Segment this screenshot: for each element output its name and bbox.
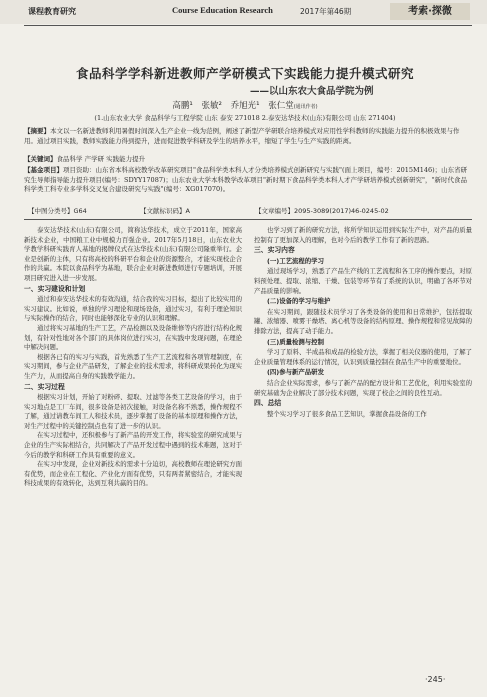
section-heading: 四、总结 <box>254 399 282 408</box>
meta-rule <box>24 219 472 220</box>
funding-text: 项目资助：山东省本科高校教学改革研究项目"食品科学类本科人才分类培养模式创新研究与实践"(面上项目，编号：2015M146)；山东省研究生导师指导能力提升项目(编号：SDYY17087)；山东农业大学本科教学改革项目"新时期下食品科学类本科人才产学研培养模式创新研究"，"新时代食品科学类工科专业多学科交叉复合建设研究与实践"(编号：XG017070)。 <box>24 166 468 193</box>
abstract-label: 【摘要】 <box>24 127 50 135</box>
paragraph: 根据实习计划，开始了对粉碎、提取、过滤等各类工艺设备的学习，由于实习地点是工厂车间，很多设备是初次接触，对设备名称不熟悉，操作规程不了解，通过请教车间工人和技术员，逐步掌握了设备的基本原理和操作方法，对生产过程中的关键控制点也有了进一步的认识。 <box>24 393 242 430</box>
paragraph: 在实习中发现，企业对新技术的需求十分迫切，高校教师在理论研究方面有优势，而企业在工程化、产业化方面有优势，只有两者紧密结合，才能实现科技成果的有效转化，达到互利共赢的目的。 <box>24 460 242 488</box>
section-label: 考索·探微 <box>408 6 452 17</box>
article-title: 食品科学学科新进教师产学研模式下实践能力提升模式研究 <box>75 66 414 81</box>
article-number: 【文章编号】2095-3089(2017)46-0245-02 <box>255 207 389 215</box>
keywords <box>24 155 470 165</box>
paragraph: 也学习到了新的研究方法，将所学知识运用到实际生产中，对产品的质量控制有了更加深入的理解，也对今后的教学工作有了新的思路。 <box>254 226 472 244</box>
clc-number: 【中图分类号】G64 <box>28 207 87 215</box>
journal-name-cn: 课程教育研究 <box>28 7 76 16</box>
paragraph: 通过将实习基地的生产工艺，产品检测以及设备维修等内容进行结构化规划，有针对性地对各个部门的具体岗位进行实习，在实践中发现问题，在理论中解决问题。 <box>24 323 242 352</box>
paragraph: 在实习过程中，还积极参与了新产品的开发工作，将实验室的研究成果与企业的生产实际相结合，共同解决了产品开发过程中遇到的技术难题，这对于今后的教学和科研工作具有重要的意义。 <box>24 431 242 459</box>
authors <box>20 99 470 111</box>
author-names: 高鹏¹ 张敏² 乔旭光¹ 张仁堂 <box>172 101 294 111</box>
section-heading: (四)参与新产品研发 <box>267 368 324 377</box>
section-heading: (一)工艺流程的学习 <box>267 256 324 265</box>
paragraph: 在实习期间，跟随技术员学习了各类设备的使用和日常维护，包括提取罐、浓缩器、喷雾干燥塔、离心机等设备的结构原理、操作规程和常见故障的排除方法，提高了动手能力。 <box>254 307 472 335</box>
funding <box>24 166 470 195</box>
affiliation: (1.山东农业大学 食品科学与工程学院 山东 泰安 271018 2.泰安达华技术(山东)有限公司 山东 271404) <box>94 114 396 122</box>
section-heading: 三、实习内容 <box>254 246 295 255</box>
paragraph: 结合企业实际需求，参与了新产品的配方设计和工艺优化，利用实验室的研究基础为企业解决了部分技术问题，实现了校企之间的良性互动。 <box>254 378 472 397</box>
left-column <box>24 226 242 489</box>
issue-label: 2017年第46期 <box>300 7 352 16</box>
section-heading: 二、实习过程 <box>24 382 65 391</box>
abstract <box>24 127 470 146</box>
journal-name-en: Course Education Research <box>172 5 273 15</box>
keywords-text: 食品科学 产学研 实践能力提升 <box>56 155 146 163</box>
keywords-label: 【关键词】 <box>24 155 57 163</box>
paragraph: 学习了原料、半成品和成品的检验方法，掌握了相关仪器的使用，了解了企业质量管理体系的运行情况，认识到质量控制在食品生产中的重要地位。 <box>254 348 472 366</box>
header-rule <box>24 25 472 26</box>
document-code: 【文献标识码】A <box>140 207 190 215</box>
section-heading: (二)设备的学习与维护 <box>267 297 331 306</box>
abstract-text: 本文以一名新进教师利用暑假时间深入生产企业一线为范例，阐述了新型产学研联合培养模式对应用性学科教师的实践能力提升的积极效果与作用。通过项目实践，教师实践能力得到提升，进而促进教学科研及学生的培养水平，缩短了学生与生产实践的距离。 <box>24 127 460 145</box>
page-header <box>0 0 487 24</box>
author-note: (通讯作者) <box>293 104 318 110</box>
paragraph: 泰安达华技术(山东)有限公司，简称达华技术，成立于2011年，国家高新技术企业，中国粮工业中规模力百强企业。2017年5月18日，山东农业大学教学科研实践育人基地的揭牌仪式在达华技术(山东)有限公司隆重举行。企业是创新的主体，只有将高校的科研平台和企业的资源整合，才能实现校企合作的共赢。本院以食品科学为基地，联合企业对新进教师进行专题培训，开展项目研究进入进一步发展。 <box>24 226 242 282</box>
paragraph: 通过和泰安达华技术的有效沟通，结合我的实习目标，提出了比较实用的实习建议。比如说，单独的学习理论和现场设备，通过实习，有利于理论知识与实际操作的结合，同时也能够深化专业的认识和理解。 <box>24 295 242 323</box>
section-heading: (三)质量检测与控制 <box>267 337 324 346</box>
funding-label: 【基金项目】 <box>24 166 63 174</box>
paragraph: 整个实习学习了很多食品工艺知识，掌握食品设备的工作 <box>267 409 427 418</box>
paragraph: 根据各已有的实习与实践，首先熟悉了生产工艺流程和各项管理制度，在实习期间，参与企业产品研发，了解企业的技术需求，将科研成果转化为现实生产力，从而提高自身的实践教学能力。 <box>24 352 242 380</box>
right-column <box>254 226 472 419</box>
paragraph: 通过现场学习，熟悉了产品生产线的工艺流程和各工序的操作要点，对原料预处理、提取、浓缩、干燥、包装等环节有了系统的认识，明确了各环节对产品质量的影响。 <box>254 267 472 295</box>
section-badge <box>390 3 470 20</box>
section-heading: 一、实习建设和计划 <box>24 284 86 293</box>
page-number: ·245· <box>425 675 446 684</box>
article-subtitle: ——以山东农大食品学院为例 <box>250 86 374 97</box>
